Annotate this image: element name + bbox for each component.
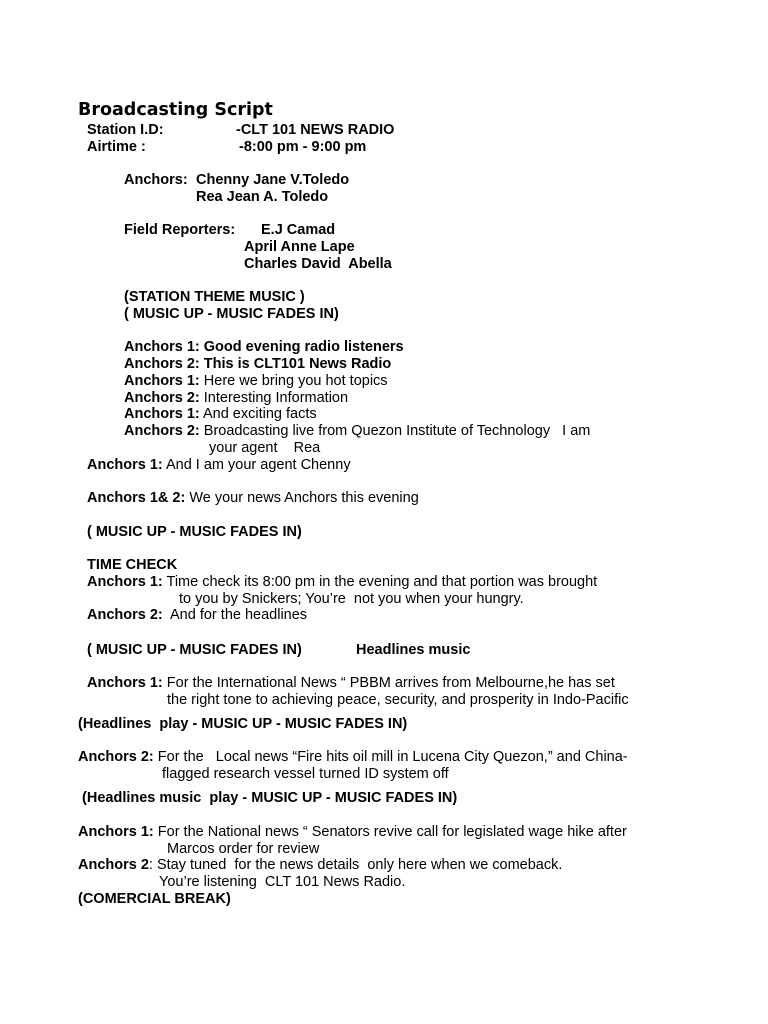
- script-line: [78, 749, 628, 766]
- line-text: For the Local news “Fire hits oil mill in Lucena City Quezon,” and China-: [153, 749, 628, 765]
- headlines-play-cue: (Headlines music play - MUSIC UP - MUSIC FADES IN): [78, 790, 458, 806]
- line-text: And for the headlines: [162, 607, 308, 623]
- speaker-label: Anchors 1:: [87, 457, 163, 473]
- field-reporter-name: Charles David Abella: [244, 256, 392, 272]
- station-id-value: -CLT 101 NEWS RADIO: [236, 122, 395, 138]
- script-line: [124, 423, 590, 440]
- line-text: Time check its 8:00 pm in the evening and that portion was brought: [162, 574, 598, 590]
- line-text: For the National news “ Senators revive call for legislated wage hike after: [153, 824, 627, 840]
- line-text: Good evening radio listeners: [199, 339, 404, 355]
- script-line: [124, 339, 404, 356]
- anchors-label: Anchors:: [124, 172, 188, 188]
- headlines-play-cue: (Headlines play - MUSIC UP - MUSIC FADES IN): [78, 716, 408, 732]
- script-line-continuation: flagged research vessel turned ID system off: [162, 766, 449, 782]
- speaker-label: Anchors 1& 2:: [87, 490, 186, 506]
- page-title: Broadcasting Script: [78, 100, 273, 120]
- field-reporter-name: E.J Camad: [261, 222, 336, 238]
- script-line: [124, 406, 317, 423]
- script-line: [78, 857, 562, 874]
- script-line: [124, 373, 388, 390]
- script-line-continuation: Marcos order for review: [167, 841, 320, 857]
- speaker-label: Anchors 2:: [124, 423, 200, 439]
- airtime-value: -8:00 pm - 9:00 pm: [239, 139, 367, 155]
- speaker-label: Anchors 2:: [87, 607, 163, 623]
- music-cue: ( MUSIC UP - MUSIC FADES IN): [87, 524, 302, 540]
- script-line: [87, 574, 597, 591]
- script-line: [87, 490, 419, 507]
- script-line: [87, 675, 615, 692]
- speaker-label: Anchors 1:: [124, 373, 200, 389]
- line-text: And I am your agent Chenny: [162, 457, 351, 473]
- speaker-label: Anchors 2:: [124, 356, 200, 372]
- script-line-continuation: the right tone to achieving peace, security, and prosperity in Indo-Pacific: [167, 692, 629, 708]
- speaker-label: Anchors 1:: [124, 339, 200, 355]
- speaker-label: Anchors 1:: [124, 406, 200, 422]
- speaker-label: Anchors 2:: [124, 390, 200, 406]
- speaker-label: Anchors 1:: [87, 574, 163, 590]
- anchor-name: Chenny Jane V.Toledo: [196, 172, 350, 188]
- script-line: [124, 390, 348, 407]
- anchor-name: Rea Jean A. Toledo: [196, 189, 329, 205]
- script-line: [87, 607, 307, 624]
- script-line: [87, 457, 351, 474]
- line-text: : Stay tuned for the news details only here when we comeback.: [148, 857, 563, 873]
- station-theme-cue: (STATION THEME MUSIC ): [124, 289, 305, 305]
- field-reporters-label: Field Reporters:: [124, 222, 236, 238]
- line-text: This is CLT101 News Radio: [199, 356, 392, 372]
- script-line: [78, 824, 627, 841]
- headlines-music-cue: Headlines music: [356, 642, 471, 658]
- airtime-label: Airtime :: [87, 139, 146, 155]
- line-text: And exciting facts: [199, 406, 317, 422]
- line-text: Interesting Information: [199, 390, 349, 406]
- script-line-continuation: to you by Snickers; You’re not you when your hungry.: [179, 591, 524, 607]
- speaker-label: Anchors 2:: [78, 749, 154, 765]
- line-text: For the International News “ PBBM arrives from Melbourne,he has set: [162, 675, 615, 691]
- music-cue: ( MUSIC UP - MUSIC FADES IN): [87, 642, 302, 658]
- commercial-break-cue: (COMERCIAL BREAK): [78, 891, 231, 907]
- time-check-cue: TIME CHECK: [87, 557, 178, 573]
- field-reporter-name: April Anne Lape: [244, 239, 355, 255]
- line-text: We your news Anchors this evening: [185, 490, 419, 506]
- speaker-label: Anchors 2: [78, 857, 149, 873]
- speaker-label: Anchors 1:: [78, 824, 154, 840]
- station-id-label: Station I.D:: [87, 122, 164, 138]
- line-text: Broadcasting live from Quezon Institute of Technology I am: [199, 423, 591, 439]
- speaker-label: Anchors 1:: [87, 675, 163, 691]
- music-cue: ( MUSIC UP - MUSIC FADES IN): [124, 306, 339, 322]
- line-text: Here we bring you hot topics: [199, 373, 388, 389]
- script-line: [124, 356, 391, 373]
- script-line-continuation: You’re listening CLT 101 News Radio.: [159, 874, 406, 890]
- script-line-continuation: your agent Rea: [209, 440, 321, 456]
